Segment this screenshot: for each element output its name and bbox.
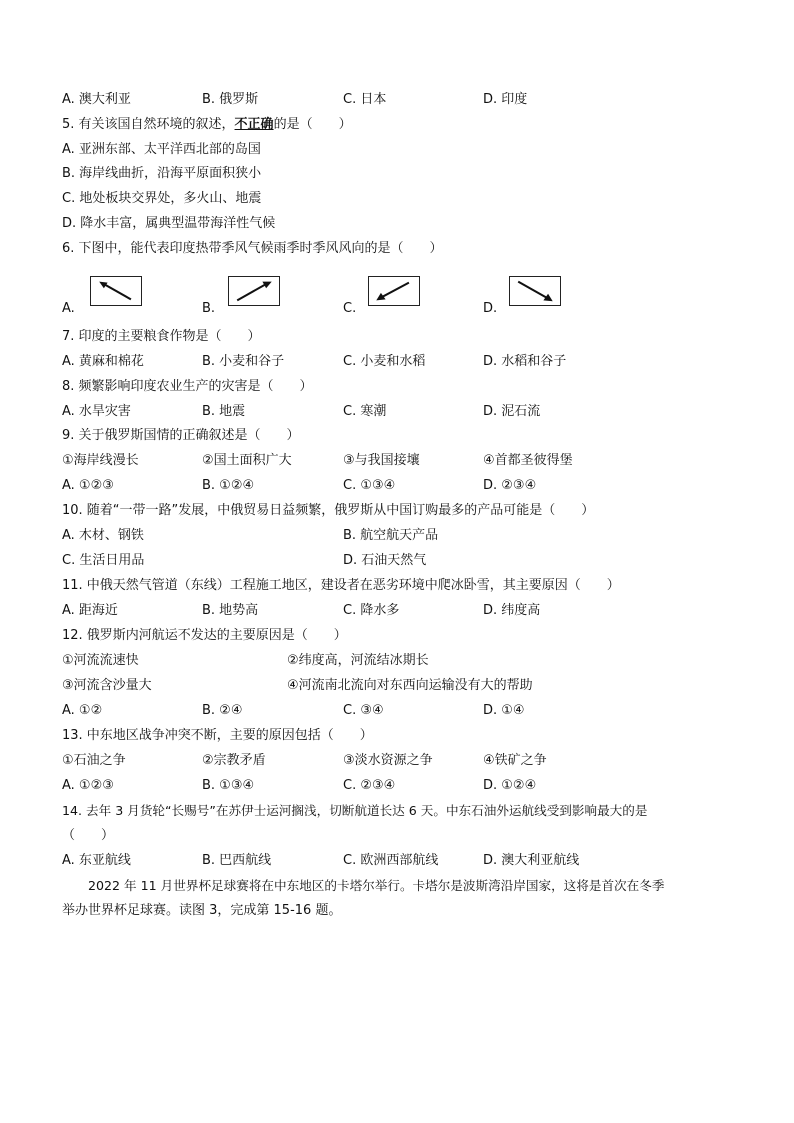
q6-label-c: C.: [343, 301, 357, 316]
q12-option-b: B. ②④: [202, 703, 243, 718]
q13-option-d: D. ①②④: [483, 778, 537, 793]
q7-option-c: C. 小麦和水稻: [343, 354, 426, 369]
q4-option-a: A. 澳大利亚: [62, 92, 131, 107]
q12-item-2: ②纬度高，河流结冰期长: [287, 653, 429, 668]
q9-option-a: A. ①②③: [62, 478, 114, 493]
passage-line2: 举办世界杯足球赛。读图 3，完成第 15-16 题。: [62, 903, 342, 918]
q8-option-a: A. 水旱灾害: [62, 404, 131, 419]
q7-option-d: D. 水稻和谷子: [483, 354, 567, 369]
q14-stem-line2: （ ）: [62, 828, 115, 843]
q12-stem: 12. 俄罗斯内河航运不发达的主要原因是（ ）: [62, 628, 347, 643]
q10-option-a: A. 木材、钢铁: [62, 528, 144, 543]
q10-stem: 10. 随着“一带一路”发展，中俄贸易日益频繁，俄罗斯从中国订购最多的产品可能是（ ）: [62, 503, 595, 518]
q6-label-b: B.: [202, 301, 216, 316]
q13-item-1: ①石油之争: [62, 753, 126, 768]
q12-item-4: ④河流南北流向对东西向运输没有大的帮助: [287, 678, 533, 693]
q5-stem: 5. 有关该国自然环境的叙述，不正确的是（ ）: [62, 117, 352, 132]
q12-option-a: A. ①②: [62, 703, 103, 718]
q14-option-a: A. 东亚航线: [62, 853, 131, 868]
q9-stem: 9. 关于俄罗斯国情的正确叙述是（ ）: [62, 428, 300, 443]
q5-option-a: A. 亚洲东部、太平洋西北部的岛国: [62, 142, 261, 157]
q10-option-c: C. 生活日用品: [62, 553, 145, 568]
q13-item-2: ②宗教矛盾: [202, 753, 266, 768]
arrow-down-right-icon: [509, 276, 561, 306]
q13-item-3: ③淡水资源之争: [343, 753, 433, 768]
q6-label-a: A.: [62, 301, 75, 316]
q9-item-4: ④首都圣彼得堡: [483, 453, 573, 468]
q4-option-c: C. 日本: [343, 92, 387, 107]
arrow-down-left-icon: [368, 276, 420, 306]
q7-stem: 7. 印度的主要粮食作物是（ ）: [62, 329, 261, 344]
q6-label-d: D.: [483, 301, 498, 316]
q12-item-3: ③河流含沙量大: [62, 678, 152, 693]
q13-option-c: C. ②③④: [343, 778, 396, 793]
q4-option-d: D. 印度: [483, 92, 528, 107]
q9-item-2: ②国土面积广大: [202, 453, 292, 468]
q11-stem: 11. 中俄天然气管道（东线）工程施工地区，建设者在恶劣环境中爬冰卧雪，其主要原因（ ）: [62, 578, 620, 593]
q10-option-b: B. 航空航天产品: [343, 528, 439, 543]
q12-option-d: D. ①④: [483, 703, 525, 718]
q13-stem: 13. 中东地区战争冲突不断，主要的原因包括（ ）: [62, 728, 373, 743]
q7-option-b: B. 小麦和谷子: [202, 354, 285, 369]
q14-stem-line1: 14. 去年 3 月货轮“长赐号”在苏伊士运河搁浅，切断航道长达 6 天。中东石油外运航线受到影响最大的是: [62, 803, 648, 818]
q11-option-d: D. 纬度高: [483, 603, 541, 618]
q14-option-b: B. 巴西航线: [202, 853, 272, 868]
q5-option-b: B. 海岸线曲折，沿海平原面积狭小: [62, 166, 262, 181]
q9-item-1: ①海岸线漫长: [62, 453, 139, 468]
q13-item-4: ④铁矿之争: [483, 753, 547, 768]
q8-option-d: D. 泥石流: [483, 404, 541, 419]
q9-option-d: D. ②③④: [483, 478, 537, 493]
q7-option-a: A. 黄麻和棉花: [62, 354, 144, 369]
q8-option-b: B. 地震: [202, 404, 246, 419]
q12-option-c: C. ③④: [343, 703, 384, 718]
q5-option-c: C. 地处板块交界处，多火山、地震: [62, 191, 262, 206]
q14-option-d: D. 澳大利亚航线: [483, 853, 580, 868]
q11-option-c: C. 降水多: [343, 603, 400, 618]
q13-option-a: A. ①②③: [62, 778, 114, 793]
q11-option-a: A. 距海近: [62, 603, 118, 618]
q8-option-c: C. 寒潮: [343, 404, 387, 419]
q10-option-d: D. 石油天然气: [343, 553, 427, 568]
q9-item-3: ③与我国接壤: [343, 453, 420, 468]
arrow-up-right-icon: [228, 276, 280, 306]
q9-option-c: C. ①③④: [343, 478, 396, 493]
q4-option-b: B. 俄罗斯: [202, 92, 259, 107]
q5-emphasis: 不正确: [234, 117, 274, 132]
q12-item-1: ①河流流速快: [62, 653, 139, 668]
q14-option-c: C. 欧洲西部航线: [343, 853, 439, 868]
q11-option-b: B. 地势高: [202, 603, 259, 618]
passage-line1: 2022 年 11 月世界杯足球赛将在中东地区的卡塔尔举行。卡塔尔是波斯湾沿岸国家，这将是首次在冬季: [88, 878, 665, 893]
q5-option-d: D. 降水丰富，属典型温带海洋性气候: [62, 216, 276, 231]
arrow-up-left-icon: [90, 276, 142, 306]
q6-stem: 6. 下图中，能代表印度热带季风气候雨季时季风风向的是（ ）: [62, 241, 443, 256]
q9-option-b: B. ①②④: [202, 478, 255, 493]
q13-option-b: B. ①③④: [202, 778, 255, 793]
q8-stem: 8. 频繁影响印度农业生产的灾害是（ ）: [62, 379, 313, 394]
